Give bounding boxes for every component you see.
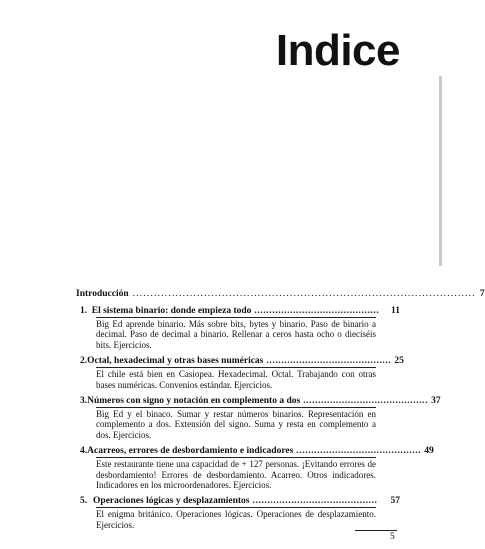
chapter-title: El sistema binario: donde empieza todo <box>91 306 252 316</box>
toc-page-number: 57 <box>390 496 400 507</box>
chapter-number: 4. <box>80 446 88 457</box>
toc-intro-label: Introducción <box>76 289 129 299</box>
chapter-description: El enigma británico. Operaciones lógicas. Operaciones de desplazamiento. Ejercicios. <box>96 509 376 530</box>
chapter-title: Operaciones lógicas y desplazamientos <box>93 496 250 507</box>
toc-page-number: 7 <box>479 289 485 299</box>
toc-chapter-1[interactable] <box>80 306 400 350</box>
footer-rule <box>355 530 397 531</box>
toc-chapter-3[interactable] <box>80 396 441 440</box>
toc-intro-entry[interactable] <box>76 289 485 299</box>
toc-leader-dots: .......................................... <box>296 446 422 457</box>
chapter-number: 1. <box>80 306 88 316</box>
chapter-title: Acarreos, errores de desbordamiento e indicadores <box>87 446 294 457</box>
toc-leader-dots: .......................................... <box>266 356 392 367</box>
toc-chapter-4[interactable] <box>80 446 434 491</box>
toc-page-number: 49 <box>424 446 434 457</box>
toc-leader-dots: ................................................................................................ <box>132 289 476 299</box>
page-title: Indice <box>275 26 400 75</box>
chapter-title: Octal, hexadecimal y otras bases numéricas <box>87 356 264 367</box>
chapter-description: Big Ed y el binaco. Sumar y restar números binarios. Representación en complemento a dos. Extensión del signo. Suma y resta en complemento a dos. Ejercicios. <box>96 409 376 440</box>
chapter-description: Big Ed aprende binario. Más sobre bits, bytes y binario. Paso de binario a decimal. Paso de decimal a binario. Rellenar a ceros hasta ocho o dieciséis bits. Ejercicios. <box>96 319 376 350</box>
toc-leader-dots: .......................................... <box>303 396 429 407</box>
footer-page-number: 5 <box>390 532 395 542</box>
toc-page-number: 11 <box>391 306 400 316</box>
toc-page-number: 37 <box>431 396 441 407</box>
chapter-description: El chile está bien en Casiopea. Hexadecimal. Octal. Trabajando con otras bases numéricas. Convenios estándar. Ejercicios. <box>96 369 376 390</box>
chapter-number: 3. <box>80 396 88 407</box>
scrollbar[interactable] <box>439 76 442 266</box>
chapter-number: 2. <box>80 356 88 367</box>
toc-chapter-list <box>80 306 441 536</box>
chapter-description: Este restaurante tiene una capacidad de + 127 personas. ¡Evitando errores de desbordamiento! Errores de desbordamiento. Acarreo. Otros indicadores. Indicadores en los microordenadores. Ejercicios. <box>96 459 376 491</box>
toc-leader-dots: .......................................... <box>252 496 378 507</box>
chapter-number: 5. <box>80 496 88 507</box>
toc-chapter-2[interactable] <box>80 356 404 390</box>
chapter-title: Números con signo y notación en complemento a dos <box>87 396 301 407</box>
toc-chapter-5[interactable] <box>80 496 400 530</box>
toc-page-number: 25 <box>394 356 404 367</box>
toc-leader-dots: .......................................... <box>254 306 380 316</box>
